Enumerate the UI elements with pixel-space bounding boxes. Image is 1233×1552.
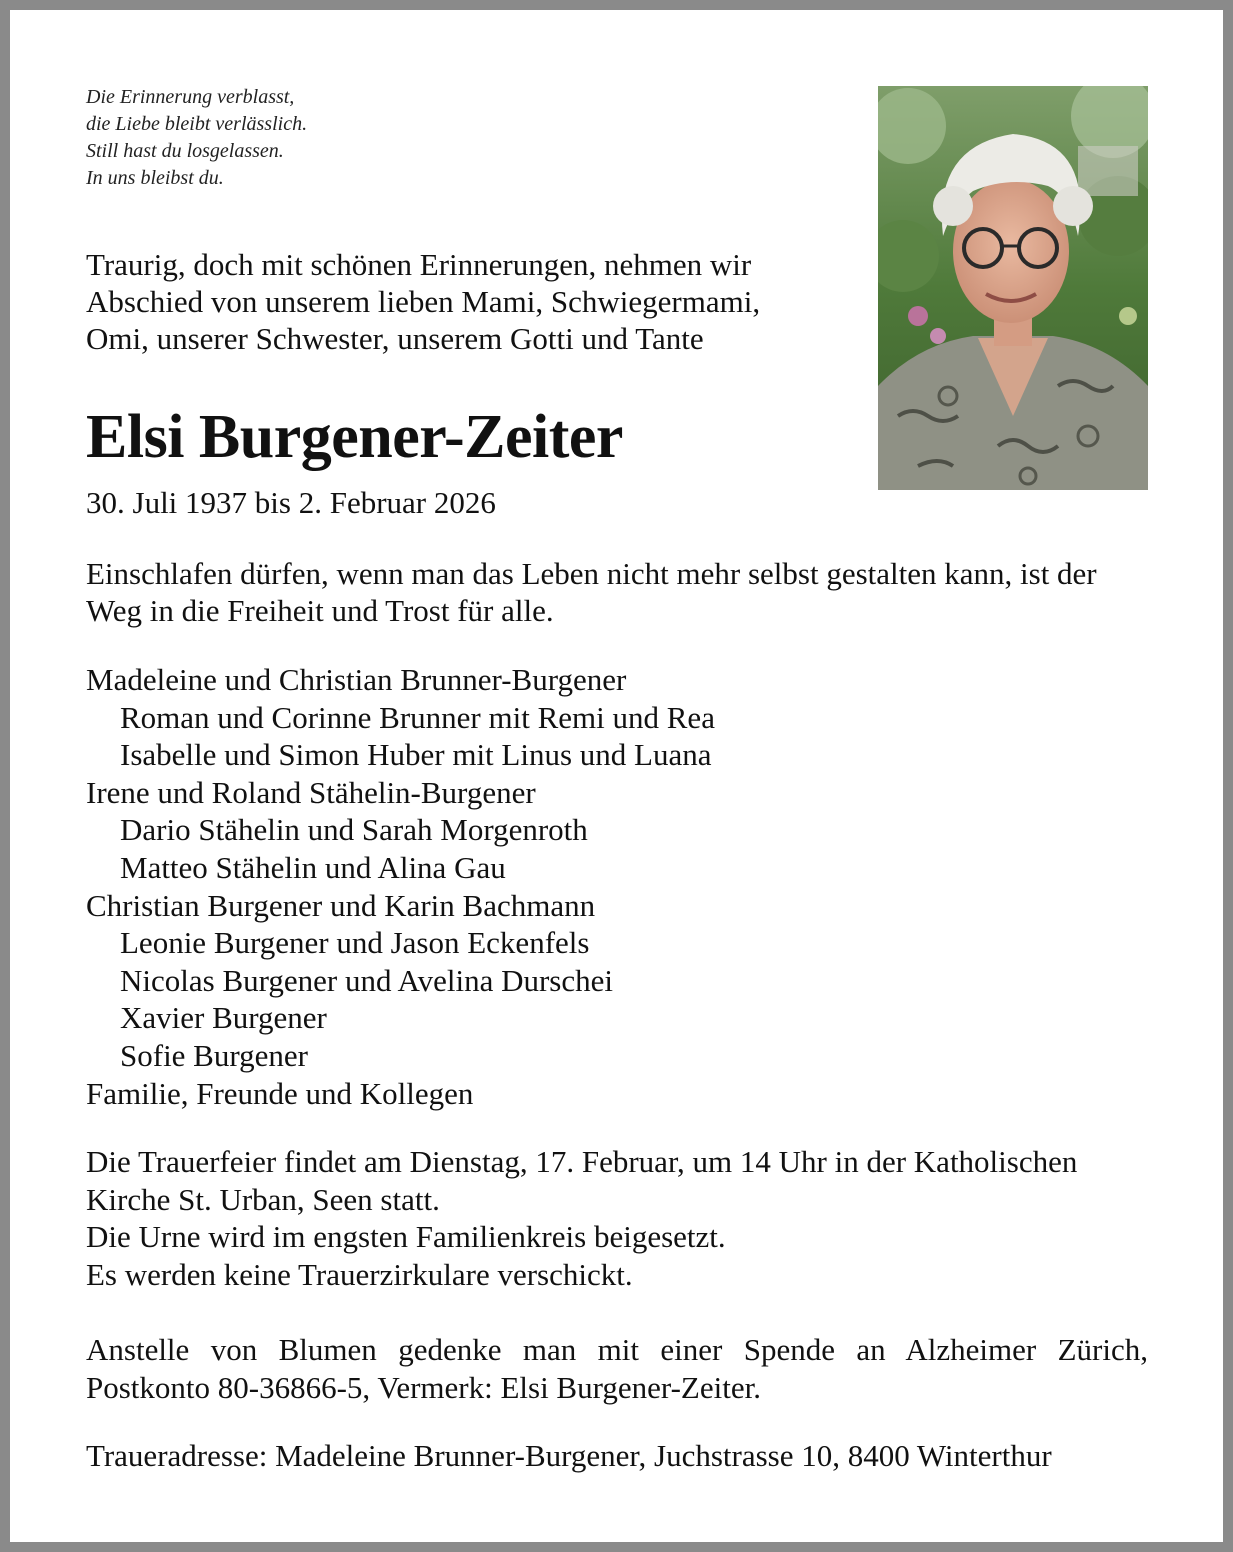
ceremony-line: Die Urne wird im engsten Familienkreis beigesetzt. bbox=[86, 1219, 726, 1254]
funeral-details bbox=[86, 1143, 1148, 1293]
family-member: Roman und Corinne Brunner mit Remi und Rea bbox=[120, 699, 715, 735]
donation-note bbox=[86, 1331, 1148, 1406]
deceased-name: Elsi Burgener-Zeiter bbox=[86, 403, 623, 471]
obituary-sheet bbox=[10, 10, 1223, 1542]
intro-line: Omi, unserer Schwester, unserem Gotti und Tante bbox=[86, 321, 704, 356]
family-member: Xavier Burgener bbox=[120, 1000, 327, 1036]
ceremony-line: Kirche St. Urban, Seen statt. bbox=[86, 1181, 440, 1217]
family-member: Nicolas Burgener und Avelina Durschei bbox=[120, 962, 614, 998]
life-dates: 30. Juli 1937 bis 2. Februar 2026 bbox=[86, 485, 496, 520]
ceremony-line: Die Trauerfeier findet am Dienstag, 17. Februar, um 14 Uhr in der Katholischen bbox=[86, 1144, 1078, 1179]
family-member: Irene und Roland Stähelin-Burgener bbox=[86, 774, 536, 810]
mourning-address: Traueradresse: Madeleine Brunner-Burgener, Juchstrasse 10, 8400 Winterthur bbox=[86, 1438, 1052, 1473]
family-member: Sofie Burgener bbox=[120, 1037, 308, 1073]
family-member: Madeleine und Christian Brunner-Burgener bbox=[86, 662, 627, 697]
donation-line: Anstelle von Blumen gedenke man mit einer Spende an Alzheimer Zürich, bbox=[86, 1332, 1148, 1367]
poem-line: In uns bleibst du. bbox=[86, 167, 224, 189]
intro-text bbox=[86, 246, 856, 357]
family-member: Matteo Stähelin und Alina Gau bbox=[120, 849, 506, 885]
portrait-photo bbox=[878, 86, 1148, 490]
donation-line: Postkonto 80-36866-5, Vermerk: Elsi Burgener-Zeiter. bbox=[86, 1369, 761, 1405]
family-member: Dario Stähelin und Sarah Morgenroth bbox=[120, 812, 588, 848]
family-member: Isabelle und Simon Huber mit Linus und Luana bbox=[120, 737, 712, 773]
mourners-list bbox=[86, 661, 715, 1112]
intro-line: Traurig, doch mit schönen Erinnerungen, nehmen wir bbox=[86, 247, 752, 282]
poem bbox=[86, 84, 307, 192]
family-member: Leonie Burgener und Jason Eckenfels bbox=[120, 925, 590, 961]
poem-line: die Liebe bleibt verlässlich. bbox=[86, 113, 308, 135]
family-member: Christian Burgener und Karin Bachmann bbox=[86, 887, 596, 923]
intro-line: Abschied von unserem lieben Mami, Schwiegermami, bbox=[86, 284, 761, 319]
consolation-quote: Einschlafen dürfen, wenn man das Leben nicht mehr selbst gestalten kann, ist der Weg in die Freiheit und Trost für alle. bbox=[86, 556, 1097, 628]
ceremony-line: Es werden keine Trauerzirkulare verschickt. bbox=[86, 1256, 633, 1292]
family-member: Familie, Freunde und Kollegen bbox=[86, 1075, 474, 1111]
poem-line: Die Erinnerung verblasst, bbox=[86, 86, 295, 108]
poem-line: Still hast du losgelassen. bbox=[86, 140, 284, 162]
